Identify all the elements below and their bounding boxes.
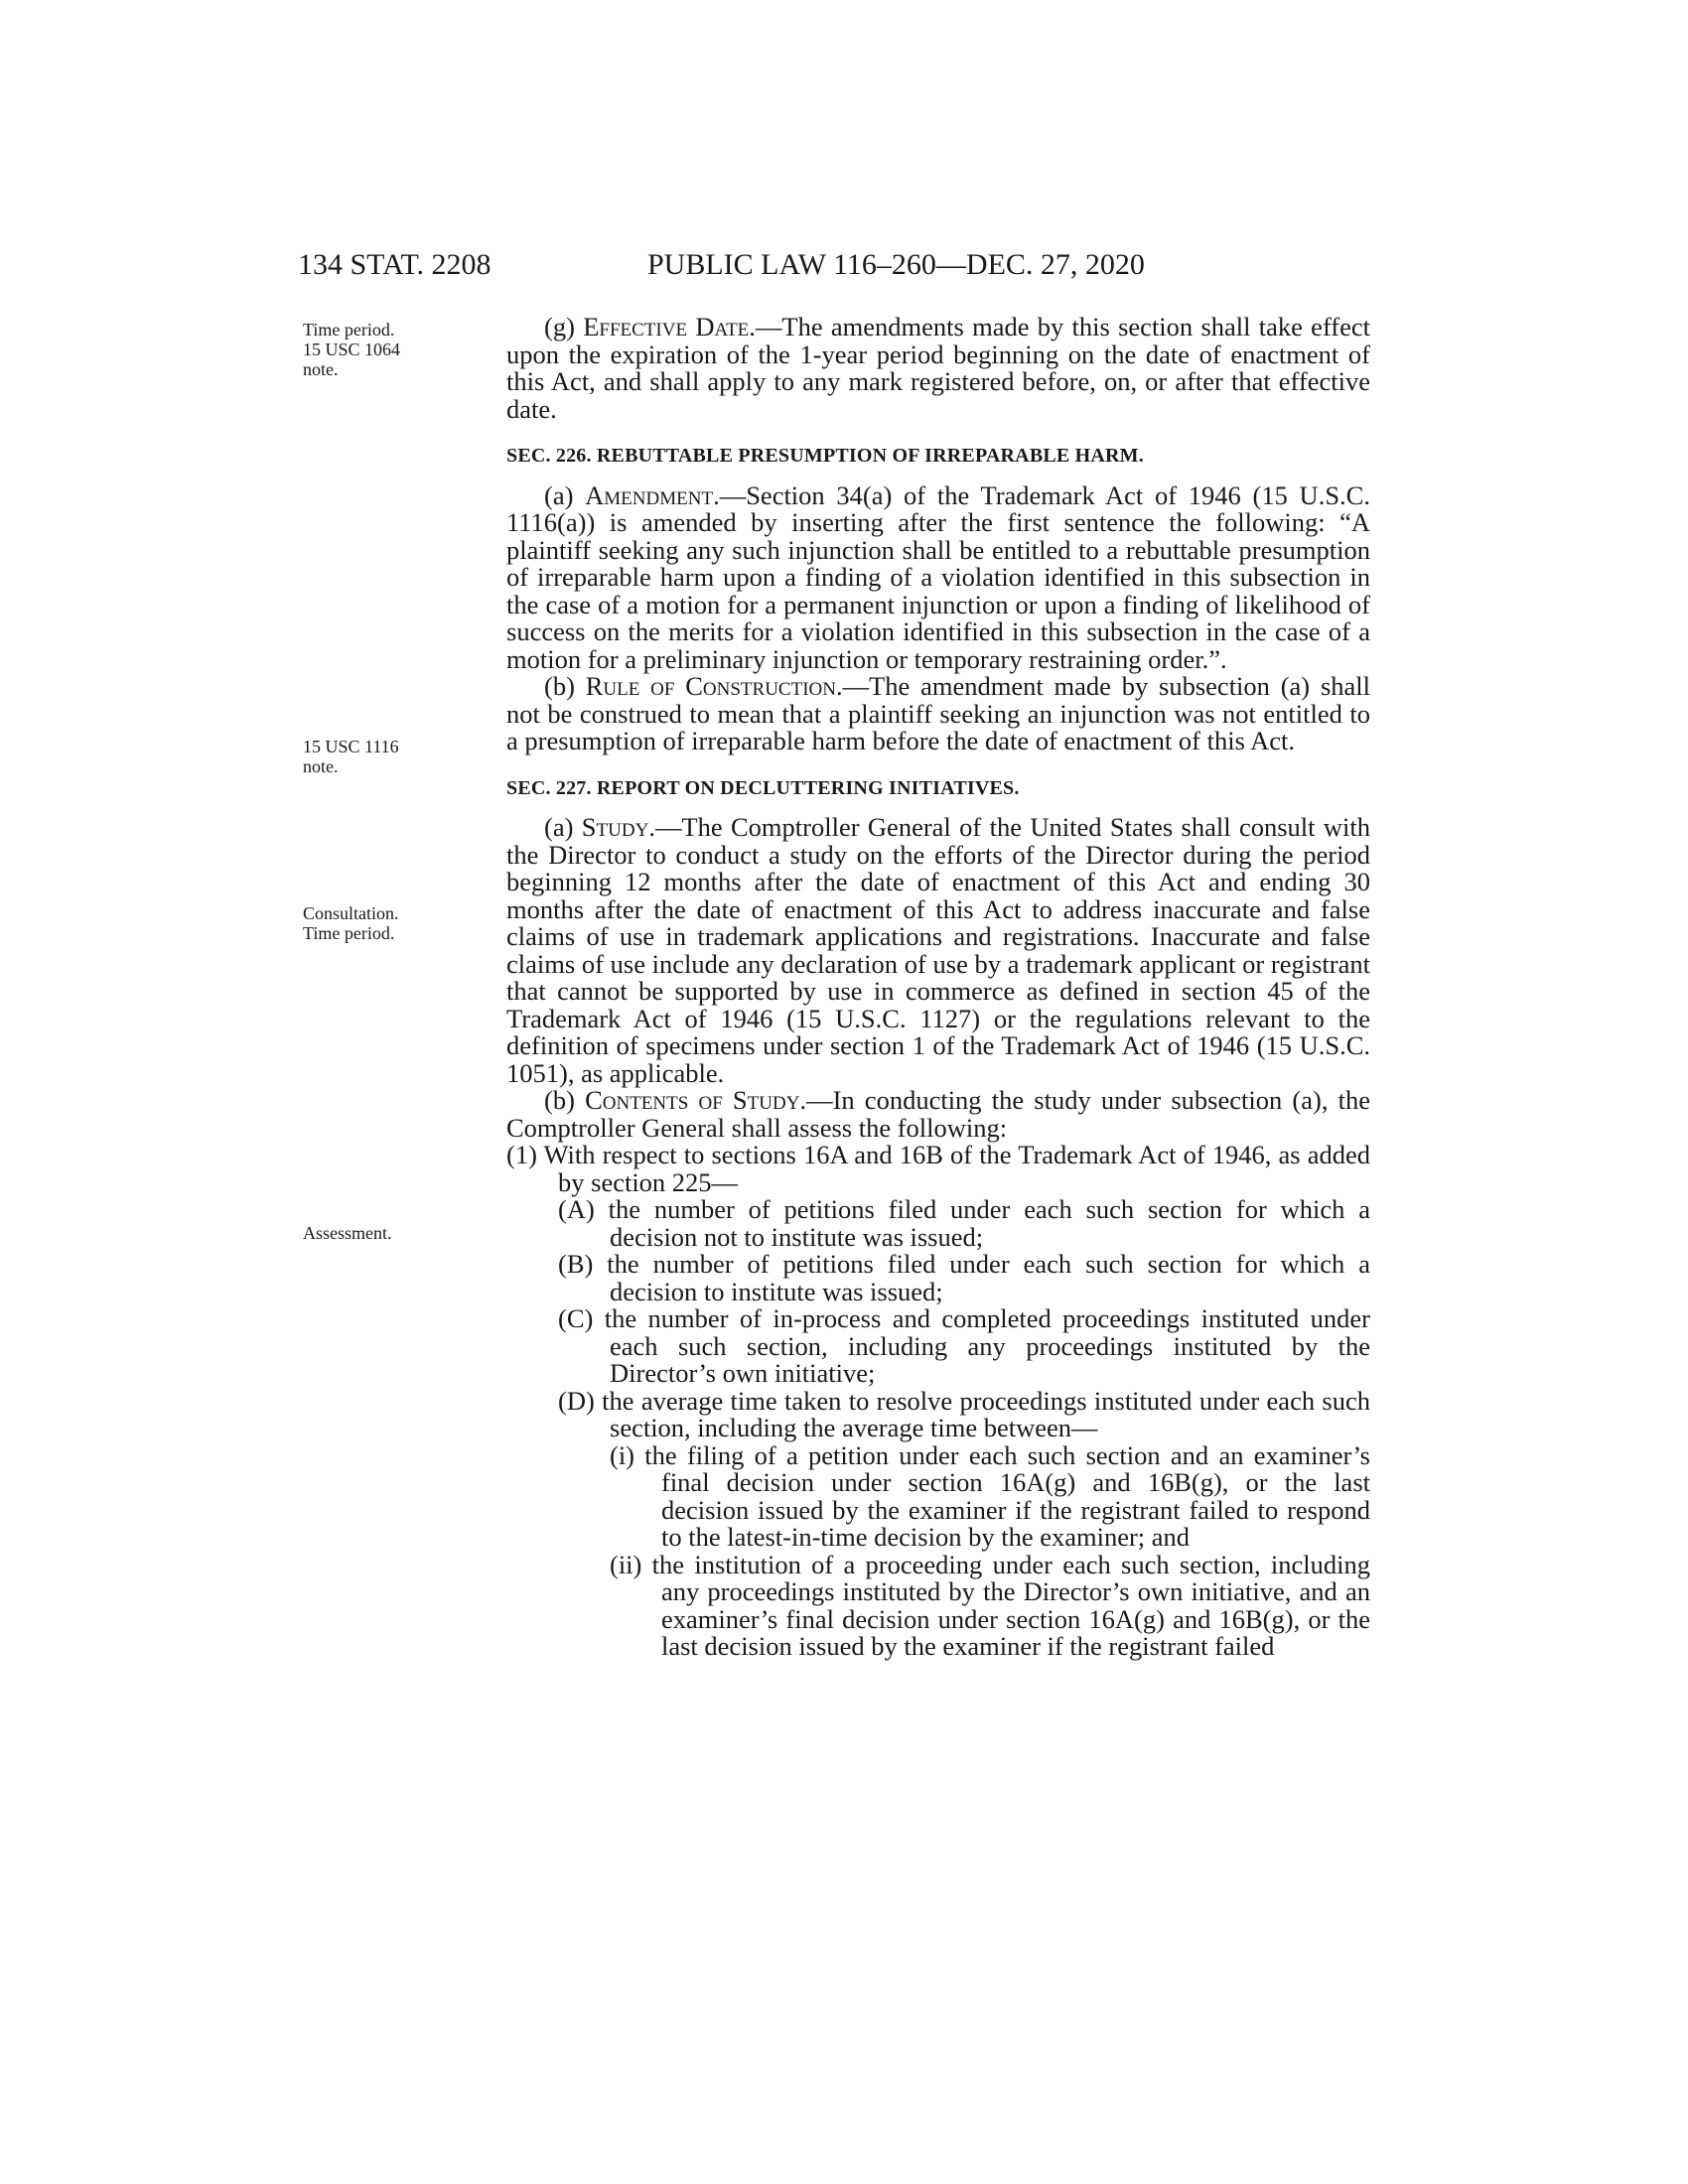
clause-i: (i) the filing of a petition under each such section and an examiner’s final decision under section 16A(g) and 16B(g), or the last decision issued by the examiner if the registrant failed to respond to the latest-in-time decision by the examiner; and [610, 1439, 1370, 1552]
stat-reference: 134 STAT. 2208 [298, 248, 492, 281]
section-227-heading: SEC. 227. REPORT ON DECLUTTERING INITIATIVES. [506, 776, 1020, 799]
subparagraph-b: (B) the number of petitions filed under each such section for which a decision to institute was issued; [558, 1249, 1370, 1306]
clause-ii: (ii) the institution of a proceeding under each such section, including any proceedings instituted by the Director’s own initiative, and an examiner’s final decision under section 16A(g) and 16B(g), or the last decision issued by the examiner if the registrant failed [610, 1549, 1370, 1661]
margin-note-time-period [303, 320, 452, 379]
margin-note-line: Assessment. [303, 1223, 392, 1243]
margin-note-line: Time period. [303, 923, 395, 943]
subsection-caption: Rule of Construction [585, 671, 836, 701]
margin-note-line: 15 USC 1064 [303, 340, 401, 359]
margin-note-line: note. [303, 359, 339, 379]
page-title: PUBLIC LAW 116–260—DEC. 27, 2020 [647, 248, 1145, 281]
subsection-caption: Effective Date [583, 312, 750, 341]
section-227-a: (a) Study.—The Comptroller General of the United States shall consult with the Director to conduct a study on the efforts of the Director during the period beginning 12 months after the date of enactment of this Act and ending 30 months after the date of enactment of this Act to address inaccurate and false claims of use in trademark applications and registrations. Inaccurate and false claims of use include any declaration of use by a trademark applicant or registrant that cannot be supported by use in commerce as defined in section 45 of the Trademark Act of 1946 (15 U.S.C. 1127) or the regulations relevant to the definition of specimens under section 1 of the Trademark Act of 1946 (15 U.S.C. 1051), as applicable. [506, 812, 1370, 1088]
margin-note-line: 15 USC 1116 [303, 737, 399, 756]
subsection-caption: Amendment [585, 479, 714, 510]
section-226-b: (b) Rule of Construction.—The amendment made by subsection (a) shall not be construed to mean that a plaintiff seeking an injunction was not entitled to a presumption of irreparable harm before the date of enactment of this Act. [506, 671, 1370, 755]
subsection-g: (g) Effective Date.—The amendments made by this section shall take effect upon the expiration of the 1-year period beginning on the date of enactment of this Act, and shall apply to any mark registered before, on, or after that effective date. [506, 312, 1370, 424]
document-body [506, 314, 1370, 1661]
section-226-heading: SEC. 226. REBUTTABLE PRESUMPTION OF IRREPARABLE HARM. [506, 445, 1144, 467]
subparagraph-c: (C) the number of in-process and completed proceedings instituted under each such section, including any proceedings instituted by the Director’s own initiative; [558, 1303, 1370, 1388]
subparagraph-d: (D) the average time taken to resolve proceedings instituted under each such section, including the average time between— [558, 1385, 1370, 1442]
margin-note-usc-1116 [303, 737, 452, 776]
margin-note-assessment [303, 1223, 452, 1243]
margin-note-consultation [303, 903, 452, 943]
margin-note-line: Time period. [303, 320, 395, 340]
margin-note-line: Consultation. [303, 903, 399, 923]
subparagraph-a: (A) the number of petitions filed under each such section for which a decision not to institute was issued; [558, 1194, 1370, 1252]
subsection-caption: Contents of Study [585, 1085, 800, 1115]
paragraph-1: (1) With respect to sections 16A and 16B of the Trademark Act of 1946, as added by section 225— [506, 1140, 1370, 1197]
subsection-caption: Study [581, 812, 649, 842]
section-226-a: (a) Amendment.—Section 34(a) of the Trademark Act of 1946 (15 U.S.C. 1116(a)) is amended by inserting after the first sentence the following: “A plaintiff seeking any such injunction shall be entitled to a rebuttable presumption of irreparable harm upon a finding of a violation identified in this subsection in the case of a motion for a permanent injunction or upon a finding of likelihood of success on the merits for a violation identified in this subsection in the case of a motion for a preliminary injunction or temporary restraining order.”. [506, 479, 1370, 674]
section-227-b: (b) Contents of Study.—In conducting the study under subsection (a), the Comptroller General shall assess the following: [506, 1085, 1370, 1143]
margin-note-line: note. [303, 756, 339, 776]
